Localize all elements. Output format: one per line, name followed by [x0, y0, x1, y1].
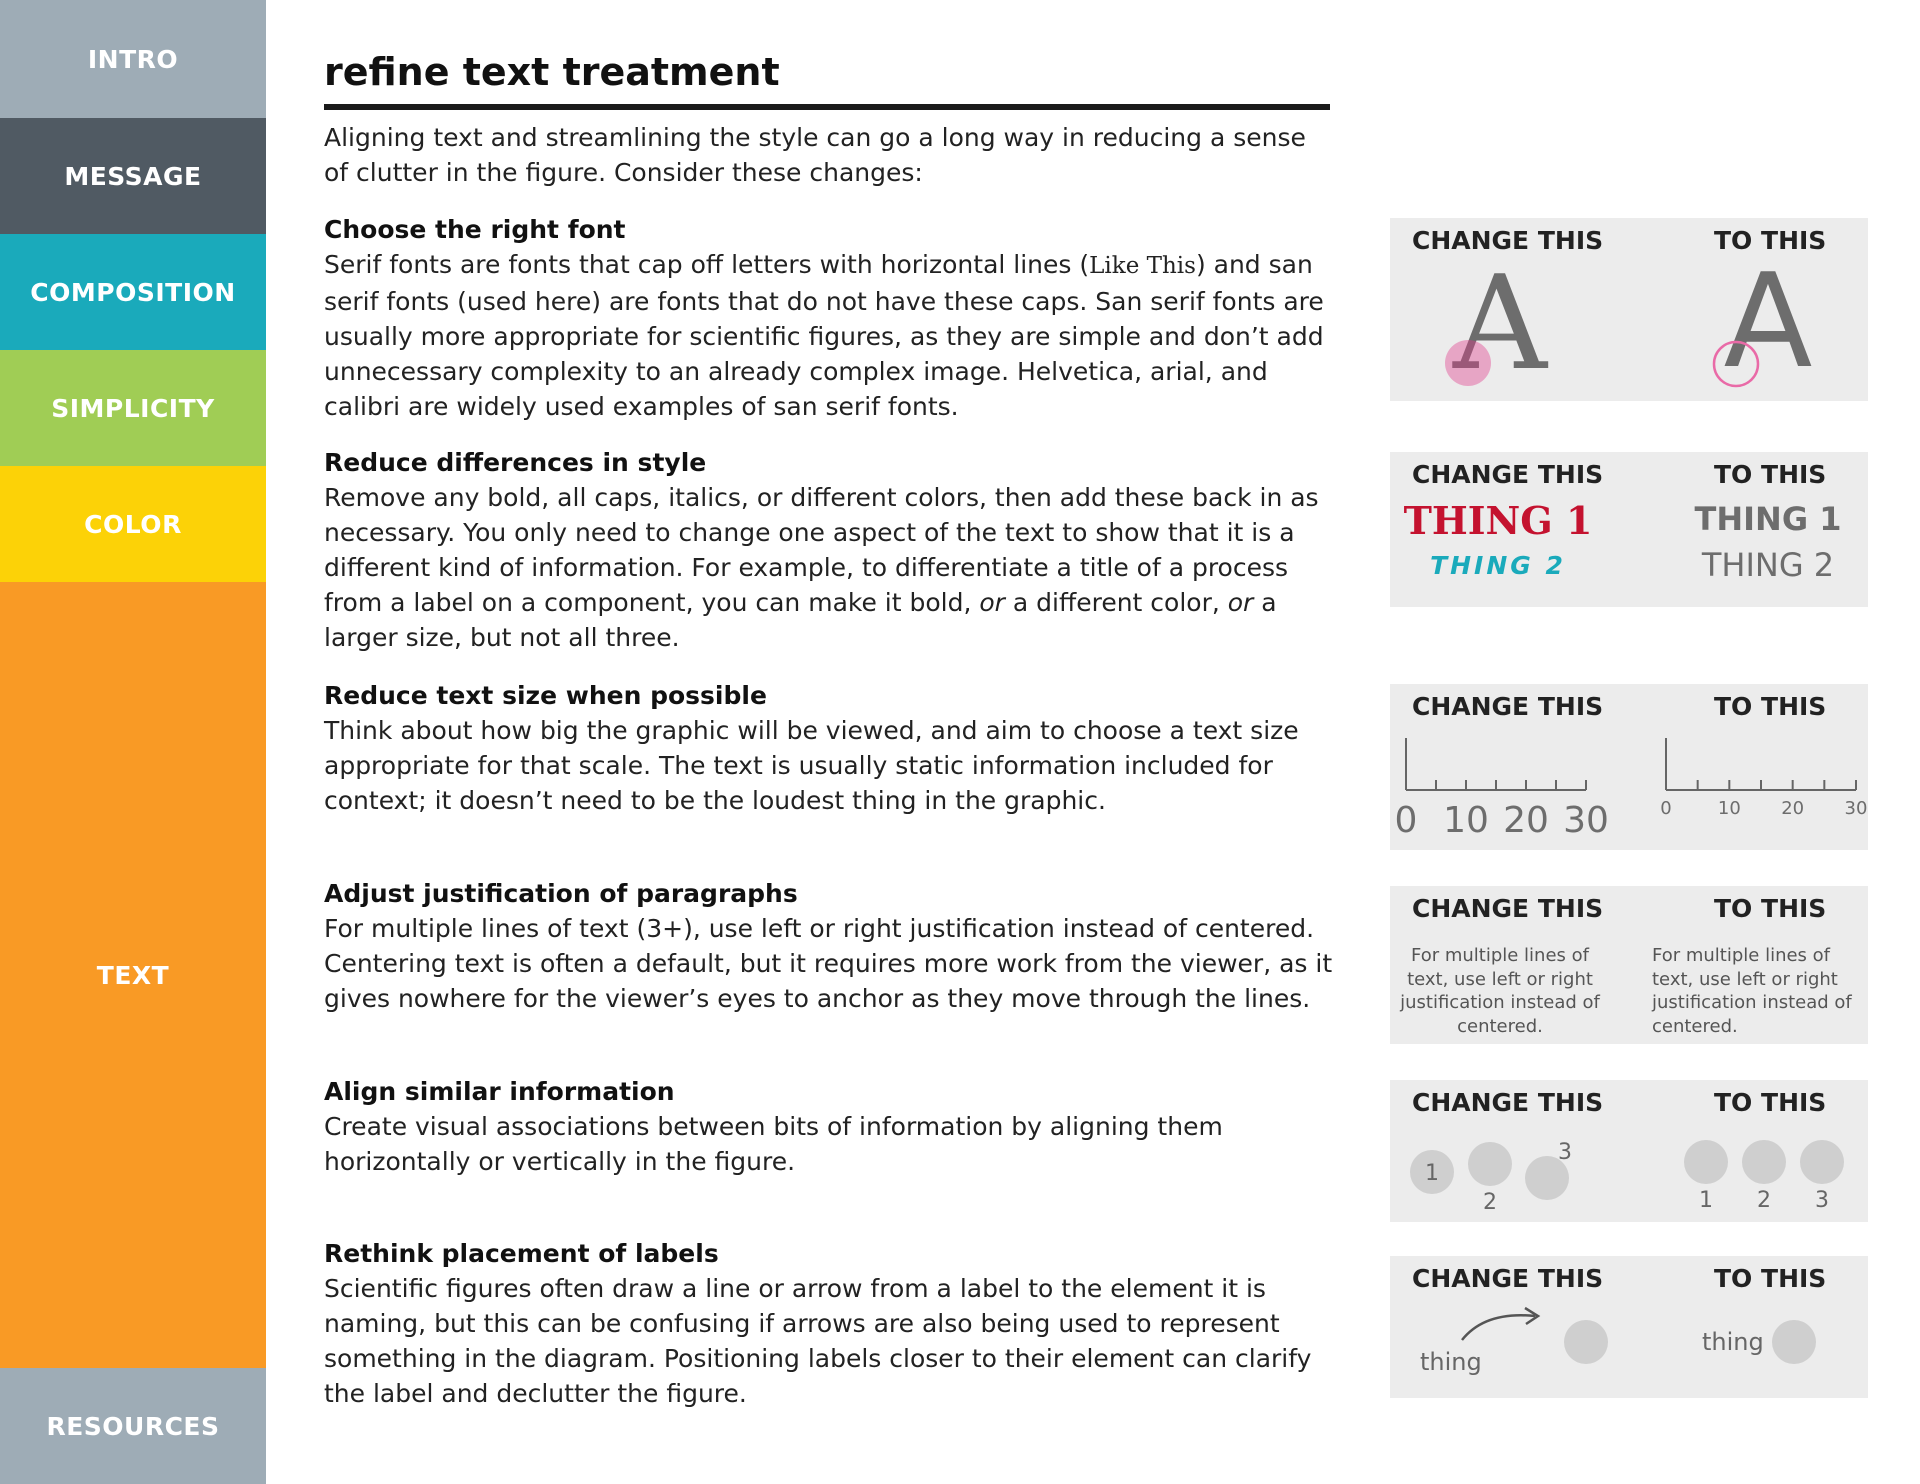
section-body: Serif fonts are fonts that cap off letters with horizontal lines ( [324, 250, 1090, 279]
after-label: thing [1702, 1328, 1764, 1356]
card-size [1390, 684, 1868, 850]
to-this-label: TO THIS [1714, 226, 1827, 255]
section-body-cont: ) and san serif fonts (used here) are fonts that do not have these caps. San serif fonts are usually more appropriate for scientific figures, as they are simple and don’t add unnecessary complexity to an already complex image. Helvetica, arial, and calibri are widely used examples of san serif fonts. [324, 250, 1324, 421]
circle [1772, 1320, 1816, 1364]
circle-label: 3 [1815, 1188, 1829, 1213]
sample-line: text, use left or right [1652, 968, 1838, 990]
before-label: thing [1420, 1348, 1482, 1376]
section-body-cont: a different color, [1004, 588, 1228, 617]
nav-label: RESOURCES [46, 1411, 220, 1441]
tick-label: 30 [1844, 798, 1868, 819]
circle [1564, 1320, 1608, 1364]
style-illustration [1390, 452, 1868, 607]
font-illustration [1390, 218, 1868, 401]
change-this-label: CHANGE THIS [1412, 1088, 1604, 1117]
section-body: For multiple lines of text (3+), use left or right justification instead of centered. Centering text is often a default, but it requires more work from the viewer, as it gives nowhere for the viewer’s eyes to anchor as they move through the lines. [324, 914, 1333, 1013]
sample-line: centered. [1457, 1015, 1543, 1037]
arrow-icon [1462, 1315, 1535, 1340]
section-size [324, 678, 1334, 818]
circle-label: 3 [1558, 1140, 1572, 1165]
intro-paragraph: Aligning text and streamlining the style can go a long way in reducing a sense of clutter in the figure. Consider these changes: [324, 123, 1306, 187]
card-align [1390, 1080, 1868, 1222]
section-style [324, 445, 1334, 655]
card-labels [1390, 1256, 1868, 1398]
section-font [324, 212, 1334, 424]
sample-line: text, use left or right [1407, 968, 1593, 990]
title-divider [324, 104, 1330, 110]
tick-label: 20 [1503, 800, 1549, 841]
section-body: Create visual associations between bits of information by aligning them horizontally or vertically in the figure. [324, 1112, 1223, 1176]
nav-color[interactable] [0, 466, 266, 582]
nav-resources[interactable] [0, 1368, 266, 1484]
centered-sample [1394, 944, 1606, 1038]
circle [1800, 1140, 1844, 1184]
to-this-label: TO THIS [1714, 460, 1827, 489]
section-heading: Align similar information [324, 1077, 675, 1106]
section-body: Remove any bold, all caps, italics, or different colors, then add these back in as necessary. You only need to change one aspect of the text to show that it is a different kind of information. For example, to differentiate a title of a process from a label on a component, you can make it bold, [324, 483, 1319, 617]
nav-label: INTRO [87, 44, 179, 74]
card-font [1390, 218, 1868, 401]
nav-label: MESSAGE [64, 161, 202, 191]
nav-label: SIMPLICITY [51, 393, 215, 423]
sample-line: For multiple lines of [1652, 945, 1831, 966]
section-body-cont: a larger size, but not all three. [324, 588, 1277, 652]
sidebar [0, 0, 266, 1484]
sample-line: centered. [1652, 1015, 1738, 1037]
card-justify [1390, 886, 1868, 1044]
sample-line: justification instead of [1652, 992, 1852, 1013]
nav-label: COMPOSITION [30, 277, 236, 307]
axis-illustration [1390, 684, 1868, 850]
circle-label: 1 [1425, 1161, 1439, 1186]
emphasis-or: or [979, 588, 1005, 617]
circle-label: 2 [1757, 1188, 1771, 1213]
circle [1468, 1142, 1512, 1186]
nav-label: COLOR [84, 509, 182, 539]
tick-label: 10 [1443, 800, 1489, 841]
to-this-label: TO THIS [1714, 1264, 1827, 1293]
sample-line: justification instead of [1400, 992, 1600, 1013]
section-align [324, 1074, 1334, 1179]
to-this-label: TO THIS [1714, 894, 1827, 923]
to-this-label: TO THIS [1714, 692, 1827, 721]
section-heading: Reduce differences in style [324, 448, 707, 477]
serif-highlight [1445, 340, 1491, 386]
section-heading: Reduce text size when possible [324, 681, 767, 710]
align-illustration [1390, 1080, 1868, 1222]
sans-letter: A [1723, 245, 1813, 397]
left-aligned-sample [1652, 944, 1864, 1038]
tick-label: 10 [1717, 798, 1741, 819]
change-this-label: CHANGE THIS [1412, 894, 1604, 923]
after-label: THING 2 [1701, 546, 1835, 584]
circle [1742, 1140, 1786, 1184]
circle [1684, 1140, 1728, 1184]
serif-letter: A [1453, 247, 1547, 399]
change-this-label: CHANGE THIS [1412, 692, 1604, 721]
nav-text[interactable] [0, 582, 266, 1368]
tick-label: 0 [1394, 800, 1418, 841]
section-heading: Adjust justification of paragraphs [324, 879, 798, 908]
labels-illustration [1390, 1256, 1868, 1398]
circle-label: 1 [1699, 1188, 1713, 1213]
change-this-label: CHANGE THIS [1412, 1264, 1604, 1293]
change-this-label: CHANGE THIS [1412, 226, 1604, 255]
change-this-label: CHANGE THIS [1412, 460, 1604, 489]
nav-intro[interactable] [0, 0, 266, 118]
nav-composition[interactable] [0, 234, 266, 350]
card-style [1390, 452, 1868, 607]
to-this-label: TO THIS [1714, 1088, 1827, 1117]
section-heading: Rethink placement of labels [324, 1239, 719, 1268]
section-labels [324, 1236, 1334, 1411]
circle-label: 2 [1483, 1190, 1497, 1215]
tick-label: 30 [1563, 800, 1609, 841]
sample-line: For multiple lines of [1410, 945, 1589, 966]
nav-message[interactable] [0, 118, 266, 234]
section-body: Think about how big the graphic will be viewed, and aim to choose a text size appropriate for that scale. The text is usually static information included for context; it doesn’t need to be the loudest thing in the graphic. [324, 716, 1299, 815]
nav-simplicity[interactable] [0, 350, 266, 466]
tick-label: 20 [1781, 798, 1805, 819]
section-heading: Choose the right font [324, 215, 626, 244]
after-title: THING 1 [1694, 500, 1842, 538]
section-justify [324, 876, 1334, 1016]
tick-label: 0 [1660, 798, 1672, 819]
before-title: THING 1 [1403, 498, 1593, 543]
emphasis-or: or [1227, 588, 1254, 617]
page-title: refine text treatment [324, 50, 780, 94]
serif-example: Like This [1089, 253, 1196, 279]
section-body: Scientific figures often draw a line or arrow from a label to the element it is naming, but this can be confusing if arrows are also being used to represent something in the diagram. Positioning labels closer to their element can clarify the label and declutter the figure. [324, 1274, 1312, 1408]
nav-label: TEXT [96, 960, 170, 990]
before-label: THING 2 [1430, 551, 1566, 580]
